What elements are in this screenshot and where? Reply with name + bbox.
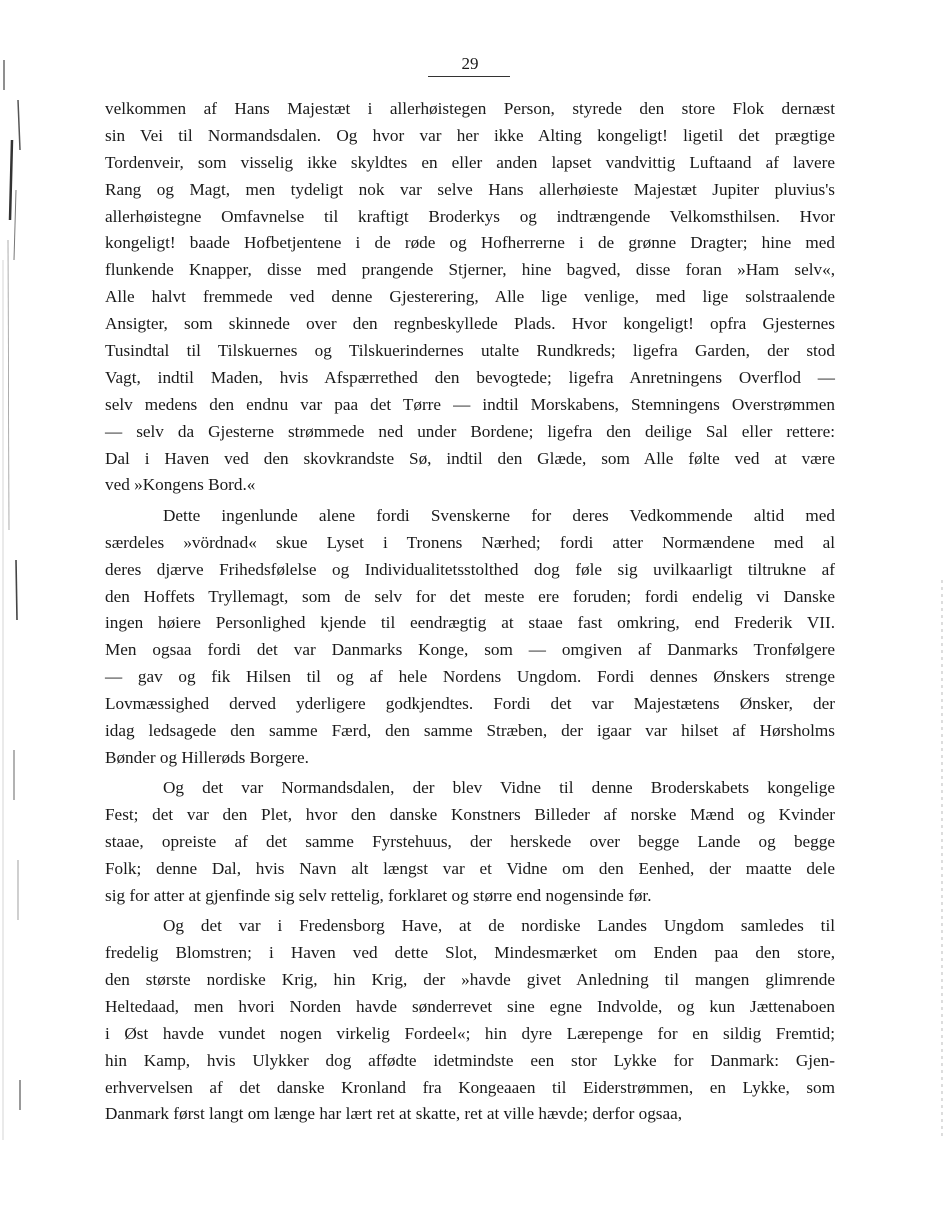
text-line: Tordenveir, som visselig ikke skyldtes en eller anden lapset vandvittig Luftaand af lavere	[105, 152, 835, 172]
text-line: Og det var Normandsdalen, der blev Vidne til denne Broderskabets kongelige	[163, 778, 835, 798]
text-line: velkommen af Hans Majestæt i allerhøistegen Person, styrede den store Flok dernæst	[105, 99, 835, 118]
text-line: Men ogsaa fordi det var Danmarks Konge, som — omgiven af Danmarks Tronfølgere	[105, 640, 835, 660]
paragraph	[105, 503, 835, 772]
paragraph	[105, 775, 835, 909]
paragraph	[105, 913, 835, 1128]
text-line: Rang og Magt, men tydeligt nok var selve Hans allerhøieste Majestæt Jupiter pluvius's	[105, 179, 835, 199]
body-text	[105, 96, 835, 1128]
text-line: Folk; denne Dal, hvis Navn alt længst var et Vidne om den Eenhed, der maatte dele	[105, 858, 835, 878]
text-line: deres djærve Frihedsfølelse og Individualitetsstolthed dog føle sig uvilkaarligt tiltrukne af	[105, 559, 835, 579]
text-line: Og det var i Fredensborg Have, at de nordiske Landes Ungdom samledes til	[163, 916, 835, 936]
text-line: den største nordiske Krig, hin Krig, der »havde givet Anledning til mangen glimrende	[105, 970, 835, 989]
text-line: — gav og fik Hilsen til og af hele Nordens Ungdom. Fordi dennes Ønskers strenge	[105, 667, 835, 687]
text-line: Vagt, indtil Maden, hvis Afspærrethed den bevogtede; ligefra Anretningens Overflod —	[105, 367, 835, 387]
text-line: hin Kamp, hvis Ulykker dog affødte idetmindste een stor Lykke for Danmark: Gjen-	[105, 1050, 835, 1070]
text-line: allerhøistegne Omfavnelse til kraftigt Broderkys og indtrængende Velkomsthilsen. Hvor	[105, 206, 835, 226]
text-line: Tusindtal til Tilskuernes og Tilskuerindernes utalte Rundkreds; ligefra Garden, der stod	[105, 341, 835, 361]
scan-edge-artifact	[940, 580, 944, 1140]
text-line: fredelig Blomstren; i Haven ved dette Slot, Mindesmærket om Enden paa den store,	[105, 943, 835, 963]
text-line: Ansigter, som skinnede over den regnbeskyllede Plads. Hvor kongeligt! opfra Gjesternes	[105, 314, 835, 334]
text-line: den Hoffets Tryllemagt, som de selv for det meste ere foruden; fordi endelig vi Danske	[105, 586, 835, 606]
scan-edge-artifact	[0, 60, 24, 1140]
text-line: Danmark først langt om længe har lært ret at skatte, ret at ville hævde; derfor ogsaa,	[105, 1104, 683, 1124]
text-line: ved »Kongens Bord.«	[105, 475, 256, 495]
text-line: flunkende Knapper, disse med prangende Stjerner, hine bagved, disse foran »Ham selv«,	[105, 260, 835, 280]
text-line: Dette ingenlunde alene fordi Svenskerne for deres Vedkommende altid med	[163, 505, 835, 525]
text-line: Dal i Haven ved den skovkrandste Sø, indtil den Glæde, som Alle følte ved at være	[105, 448, 835, 468]
text-line: Alle halvt fremmede ved denne Gjesterering, Alle lige venlige, med lige solstraalende	[105, 287, 835, 307]
text-line: ingen høiere Personlighed kjende til eendrægtig at staae fast omkring, end Frederik VII.	[105, 613, 835, 633]
text-line: Bønder og Hillerøds Borgere.	[105, 747, 309, 767]
text-line: idag ledsagede den samme Færd, den samme Stræben, der igaar var hilset af Hørsholms	[105, 720, 835, 740]
text-line: sig for atter at gjenfinde sig selv rettelig, forklaret og større end nogensinde før.	[105, 885, 652, 905]
text-line: — selv da Gjesterne strømmede ned under Bordene; ligefra den deilige Sal eller rettere:	[105, 421, 835, 441]
text-line: erhvervelsen af det danske Kronland fra Kongeaaen til Eiderstrømmen, en Lykke, som	[105, 1077, 835, 1097]
paragraph	[105, 96, 835, 499]
text-line: sin Vei til Normandsdalen. Og hvor var her ikke Alting kongeligt! ligetil det prægtige	[105, 125, 835, 145]
text-line: Fest; det var den Plet, hvor den danske Konstners Billeder af norske Mænd og Kvinder	[105, 805, 835, 825]
text-line: Heltedaad, men hvori Norden havde sønderrevet sine egne Indvolde, og kun Jættenaboen	[105, 996, 835, 1016]
page-number: 29	[461, 54, 479, 73]
text-line: i Øst havde vundet nogen virkelig Fordeel«; hin dyre Lærepenge for en sildig Fremtid;	[105, 1023, 835, 1043]
text-line: særdeles »vördnad« skue Lyset i Tronens Nærhed; fordi atter Normændene med al	[105, 532, 835, 552]
text-line: kongeligt! baade Hofbetjentene i de røde og Hofherrerne i de grønne Dragter; hine med	[105, 233, 835, 253]
text-line: staae, opreiste af det samme Fyrstehuus, der herskede over begge Lande og begge	[105, 832, 835, 852]
text-line: selv medens den endnu var paa det Tørre — indtil Morskabens, Stemningens Overstrømmen	[105, 394, 835, 414]
page-number-rule	[428, 76, 510, 77]
text-line: Lovmæssighed derved yderligere godkjendtes. Fordi det var Majestætens Ønsker, der	[105, 694, 835, 714]
